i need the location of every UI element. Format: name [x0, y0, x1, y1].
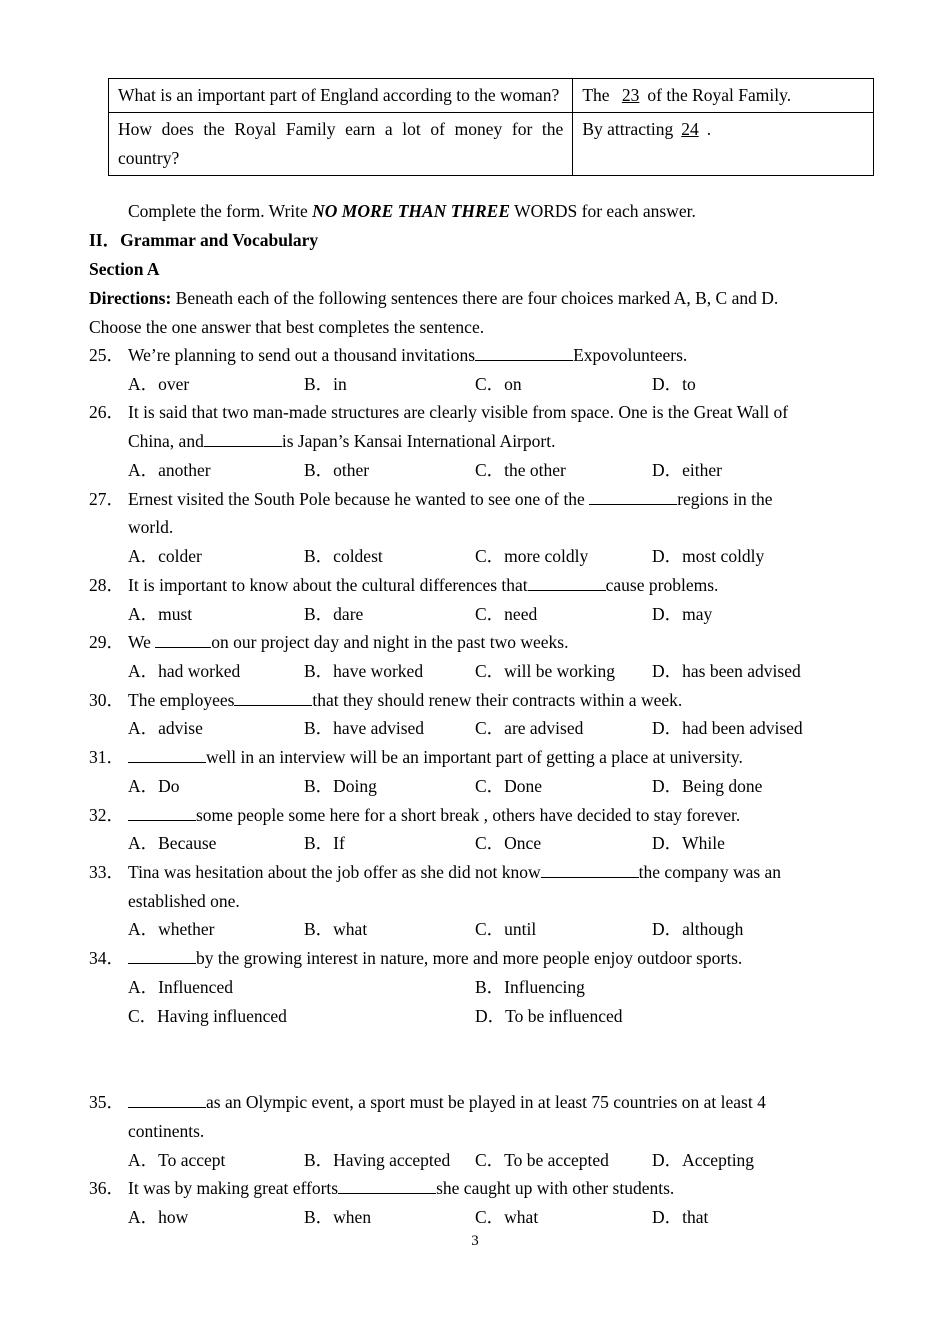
directions-continued: Choose the one answer that best completes the sentence. — [89, 317, 485, 337]
answer-blank — [541, 863, 639, 878]
option-b[interactable]: B．Influencing — [475, 977, 585, 997]
option-c[interactable]: C．are advised — [475, 718, 584, 738]
answer-blank — [475, 346, 573, 361]
option-a[interactable]: A．must — [128, 604, 193, 624]
option-a[interactable]: A．another — [128, 460, 211, 480]
exam-page: What is an important part of England according to the woman? The 23 of the Royal Family. How does the Royal Family earn a lot of money for the country? By attracting 24 . Complete the form. Write NO MORE THAN THREE WORDS for each answer. II．Grammar and Vocabulary Section A Directions: Beneath each of the following sentences there are four choices marked A, B, C and D. Choose the one answer that best completes the sentence. 25． We’re planning to send out a thousand invitations Expovolunteers. A．over B．in C．on D．to 26． It is said that two man-made structures are clearly visible from space. One is the Great Wall of China, and is Japan’s Kansai International Airport. A．another B．other C．the other D．either 27． Ernest visited the South Pole because he wanted to see one of the regions in the world. A．colder B．coldest C．more coldly D．most coldly 28． It is important to know about the cultural differences that cause problems. A．must B．dare C．need D．may 29． We on our project day and night in the past two weeks. A．had worked B．have worked C．will be working D．has been advised 30． The employees that they should renew their contracts within a week. A．advise B．have advised C．are advised D．had been advised 31． well in an interview will be an important part of getting a place at university. A．Do B．Doing C．Done D．Being done 32． some people some here for a short break , others have decided to stay forever. A．Because B．If C．Once D．While 33． Tina was hesitation about the job offer as she did not know the company was an established one. A．whether B．what C．until D．although 34． by the growing interest in nature, more and more people enjoy outdoor sports. A．Influenced B．Influencing C．Having influenced D．To be influenced 35． as an Olympic event, a sport must be played in at least 75 countries on at least 4 continents. A．To accept B．Having accepted C．To be accepted D．Accepting 36． It was by making great efforts she caught up with other students. A．how B．when C．what D．that 3 — [0, 0, 950, 1341]
option-b[interactable]: B．other — [304, 460, 370, 480]
question-text-continued: world. — [128, 517, 174, 537]
option-b[interactable]: B．have worked — [304, 661, 424, 681]
question-text-continued: continents. — [128, 1121, 205, 1141]
option-c[interactable]: C．until — [475, 919, 537, 939]
question-text-continued: established one. — [128, 891, 240, 911]
directions: Directions: Beneath each of the following sentences there are four choices marked A, B, C and D. — [89, 288, 779, 308]
option-a[interactable]: A．had worked — [128, 661, 241, 681]
answer-form-table — [108, 78, 874, 176]
answer-blank — [128, 748, 206, 763]
option-b[interactable]: B．Having accepted — [304, 1150, 451, 1170]
answer-blank — [128, 806, 196, 821]
table-row — [109, 113, 874, 176]
option-a[interactable]: A．Influenced — [128, 977, 233, 997]
option-b[interactable]: B．what — [304, 919, 368, 939]
form-answer: The 23 of the Royal Family. — [573, 79, 874, 113]
form-question: What is an important part of England according to the woman? — [109, 79, 573, 113]
answer-blank: 24 — [681, 119, 699, 139]
option-d[interactable]: D．although — [652, 919, 744, 939]
option-c[interactable]: C．what — [475, 1207, 539, 1227]
option-b[interactable]: B．in — [304, 374, 347, 394]
question-text: some people some here for a short break , others have decided to stay forever. — [128, 801, 740, 830]
option-a[interactable]: A．To accept — [128, 1150, 226, 1170]
question-text: It was by making great efforts she caught up with other students. — [128, 1178, 675, 1198]
form-answer: By attracting 24 . — [573, 113, 874, 176]
option-d[interactable]: D．Accepting — [652, 1150, 755, 1170]
question-text: We’re planning to send out a thousand invitations Expovolunteers. — [128, 345, 688, 365]
option-d[interactable]: D．While — [652, 833, 725, 853]
form-question: How does the Royal Family earn a lot of money for the country? — [109, 113, 573, 176]
option-a[interactable]: A．whether — [128, 919, 215, 939]
answer-blank — [234, 691, 312, 706]
option-a[interactable]: A．over — [128, 374, 190, 394]
question-text-continued: China, and is Japan’s Kansai International Airport. — [128, 431, 556, 451]
answer-blank — [128, 949, 196, 964]
question-text: Tina was hesitation about the job offer as she did not know the company was an — [128, 862, 782, 882]
option-b[interactable]: B．If — [304, 833, 345, 853]
option-d[interactable]: D．to — [652, 374, 696, 394]
option-c[interactable]: C．Once — [475, 833, 542, 853]
option-b[interactable]: B．dare — [304, 604, 364, 624]
question-text: The employees that they should renew their contracts within a week. — [128, 690, 683, 710]
option-d[interactable]: D．most coldly — [652, 546, 765, 566]
option-d[interactable]: D．has been advised — [652, 661, 801, 681]
option-a[interactable]: A．colder — [128, 546, 202, 566]
option-c[interactable]: C．Done — [475, 776, 543, 796]
question-text: It is said that two man-made structures are clearly visible from space. One is the Great Wall of — [128, 402, 789, 422]
option-a[interactable]: A．Do — [128, 776, 180, 796]
option-d[interactable]: D．either — [652, 460, 722, 480]
option-a[interactable]: A．Because — [128, 833, 217, 853]
answer-blank — [589, 490, 677, 505]
option-d[interactable]: D．that — [652, 1207, 709, 1227]
answer-blank: 23 — [621, 85, 640, 105]
option-a[interactable]: A．how — [128, 1207, 189, 1227]
table-row — [109, 79, 874, 113]
option-c[interactable]: C．Having influenced — [128, 1006, 287, 1026]
option-c[interactable]: C．on — [475, 374, 522, 394]
answer-blank — [338, 1179, 436, 1194]
option-b[interactable]: B．Doing — [304, 776, 377, 796]
option-c[interactable]: C．will be working — [475, 661, 615, 681]
option-d[interactable]: D．had been advised — [652, 718, 803, 738]
option-d[interactable]: D．To be influenced — [475, 1006, 623, 1026]
question-text: Ernest visited the South Pole because he wanted to see one of the regions in the — [128, 489, 773, 509]
answer-blank — [204, 432, 282, 447]
option-d[interactable]: D．Being done — [652, 776, 763, 796]
question-text: well in an interview will be an important part of getting a place at university. — [128, 743, 743, 772]
option-b[interactable]: B．when — [304, 1207, 372, 1227]
question-text: as an Olympic event, a sport must be played in at least 75 countries on at least 4 — [128, 1088, 766, 1117]
question-text: by the growing interest in nature, more and more people enjoy outdoor sports. — [128, 944, 742, 973]
option-d[interactable]: D．may — [652, 604, 713, 624]
option-c[interactable]: C．need — [475, 604, 538, 624]
option-c[interactable]: C．the other — [475, 460, 566, 480]
page-number: 3 — [471, 1233, 479, 1249]
section-subheading: Section A — [89, 259, 160, 279]
answer-blank — [155, 633, 211, 648]
option-c[interactable]: C．To be accepted — [475, 1150, 609, 1170]
answer-blank — [128, 1093, 206, 1108]
option-a[interactable]: A．advise — [128, 718, 203, 738]
question-text: We on our project day and night in the past two weeks. — [128, 632, 569, 652]
question-text: It is important to know about the cultural differences that cause problems. — [128, 575, 719, 595]
section-heading: II．Grammar and Vocabulary — [89, 230, 319, 250]
form-instruction: Complete the form. Write NO MORE THAN THREE WORDS for each answer. — [128, 201, 696, 221]
option-c[interactable]: C．more coldly — [475, 546, 589, 566]
option-b[interactable]: B．coldest — [304, 546, 383, 566]
option-b[interactable]: B．have advised — [304, 718, 425, 738]
answer-blank — [528, 576, 606, 591]
